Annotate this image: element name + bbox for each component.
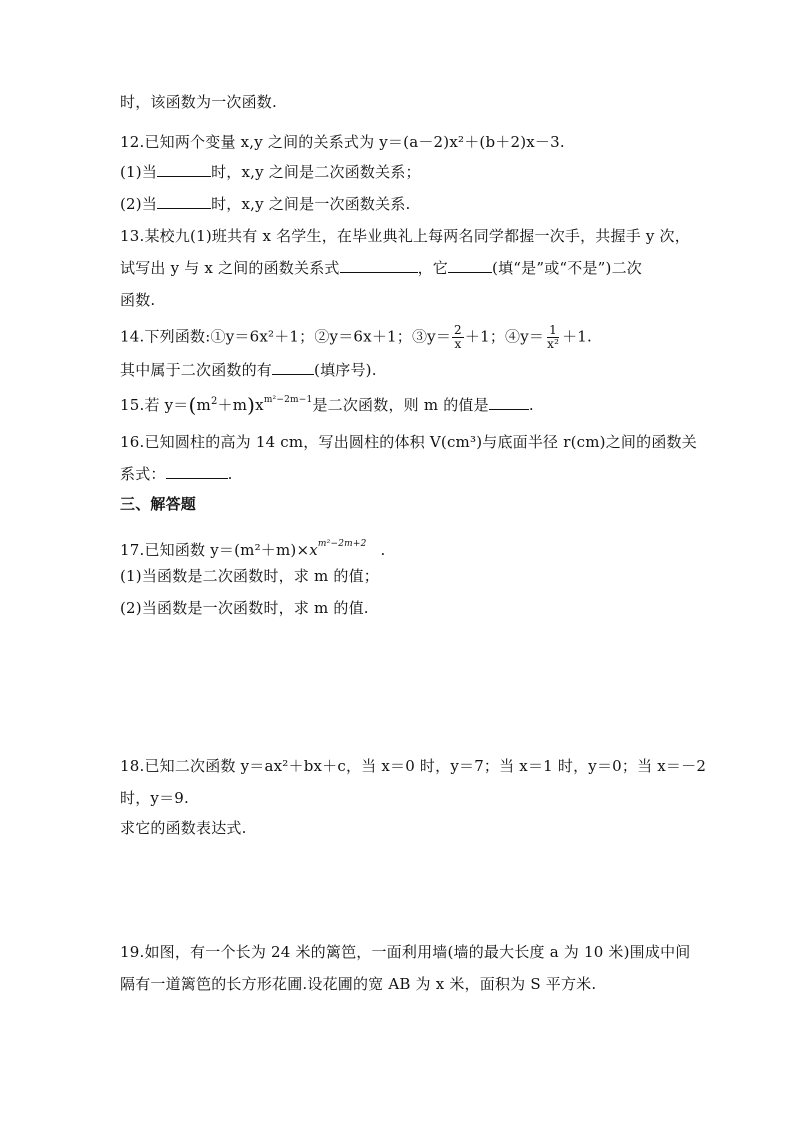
question-17-part-1: (1)当函数是二次函数时，求 m 的值； — [120, 567, 380, 585]
answer-blank[interactable] — [157, 162, 211, 177]
answer-blank[interactable] — [340, 258, 418, 273]
question-17: 17.已知函数 $y=(m^2+m)\times x^{m^2-2m+2}$ . — [120, 539, 386, 559]
fraction: $\frac{1}{\text{x²}}$ — [547, 323, 560, 351]
answer-blank[interactable] — [166, 464, 228, 479]
answer-blank[interactable] — [448, 258, 492, 273]
question-19-line-2: 隔有一道篱笆的长方形花圃.设花圃的宽 AB 为 x 米，面积为 S 平方米. — [120, 975, 597, 993]
question-12: 12.已知两个变量 x,y 之间的关系式为 y＝(a－2)x²＋(b＋2)x－3. — [120, 133, 565, 151]
question-12-part-1: (1)当 时，x,y 之间是二次函数关系； — [120, 163, 421, 181]
question-13: 13.某校九(1)班共有 x 名学生，在毕业典礼上每两名同学都握一次手，共握手 y 次， — [120, 227, 690, 245]
answer-blank[interactable] — [489, 395, 529, 410]
question-13-line-3: 函数. — [120, 291, 156, 309]
fraction: $\frac{2}{x}$ — [454, 323, 462, 351]
question-17-part-2: (2)当函数是一次函数时，求 m 的值. — [120, 599, 369, 617]
question-19: 19.如图，有一个长为 24 米的篱笆，一面利用墙(墙的最大长度 a 为 10 米)围成中间 — [120, 943, 691, 961]
question-18: 18.已知二次函数 y＝ax²＋bx＋c，当 x＝0 时，y＝7；当 x＝1 时，y＝0；当 x＝－2 — [120, 757, 707, 775]
section-heading: 三、解答题 — [120, 495, 197, 513]
question-13-line-2: 试写出 y 与 x 之间的函数关系式 ，它 (填“是”或“不是”)二次 — [120, 259, 642, 277]
question-12-part-2: (2)当 时，x,y 之间是一次函数关系. — [120, 195, 411, 213]
answer-blank[interactable] — [157, 194, 211, 209]
question-18-line-2: 时，y＝9. — [120, 789, 189, 807]
question-16-line-2: 系式： . — [120, 465, 233, 483]
question-15: 15.若 $y=(m^2+m)x^{m^2-2m-1}$是二次函数，则 m 的值是 . — [120, 393, 534, 417]
question-18-line-3: 求它的函数表达式. — [120, 819, 247, 837]
question-14-line-2: 其中属于二次函数的有 (填序号). — [120, 361, 377, 379]
answer-blank[interactable] — [272, 360, 314, 375]
question-14: 14.下列函数:①y＝6x²＋1；②y＝6x＋1；③y＝ $\frac{2}{x}$ ＋1；④y＝ $\frac{1}{\text{x²}}$ ＋1. — [120, 323, 593, 351]
question-16: 16.已知圆柱的高为 14 cm，写出圆柱的体积 V(cm³)与底面半径 r(cm)之间的函数关 — [120, 433, 697, 451]
line-continuation: 时，该函数为一次函数. — [120, 93, 277, 111]
